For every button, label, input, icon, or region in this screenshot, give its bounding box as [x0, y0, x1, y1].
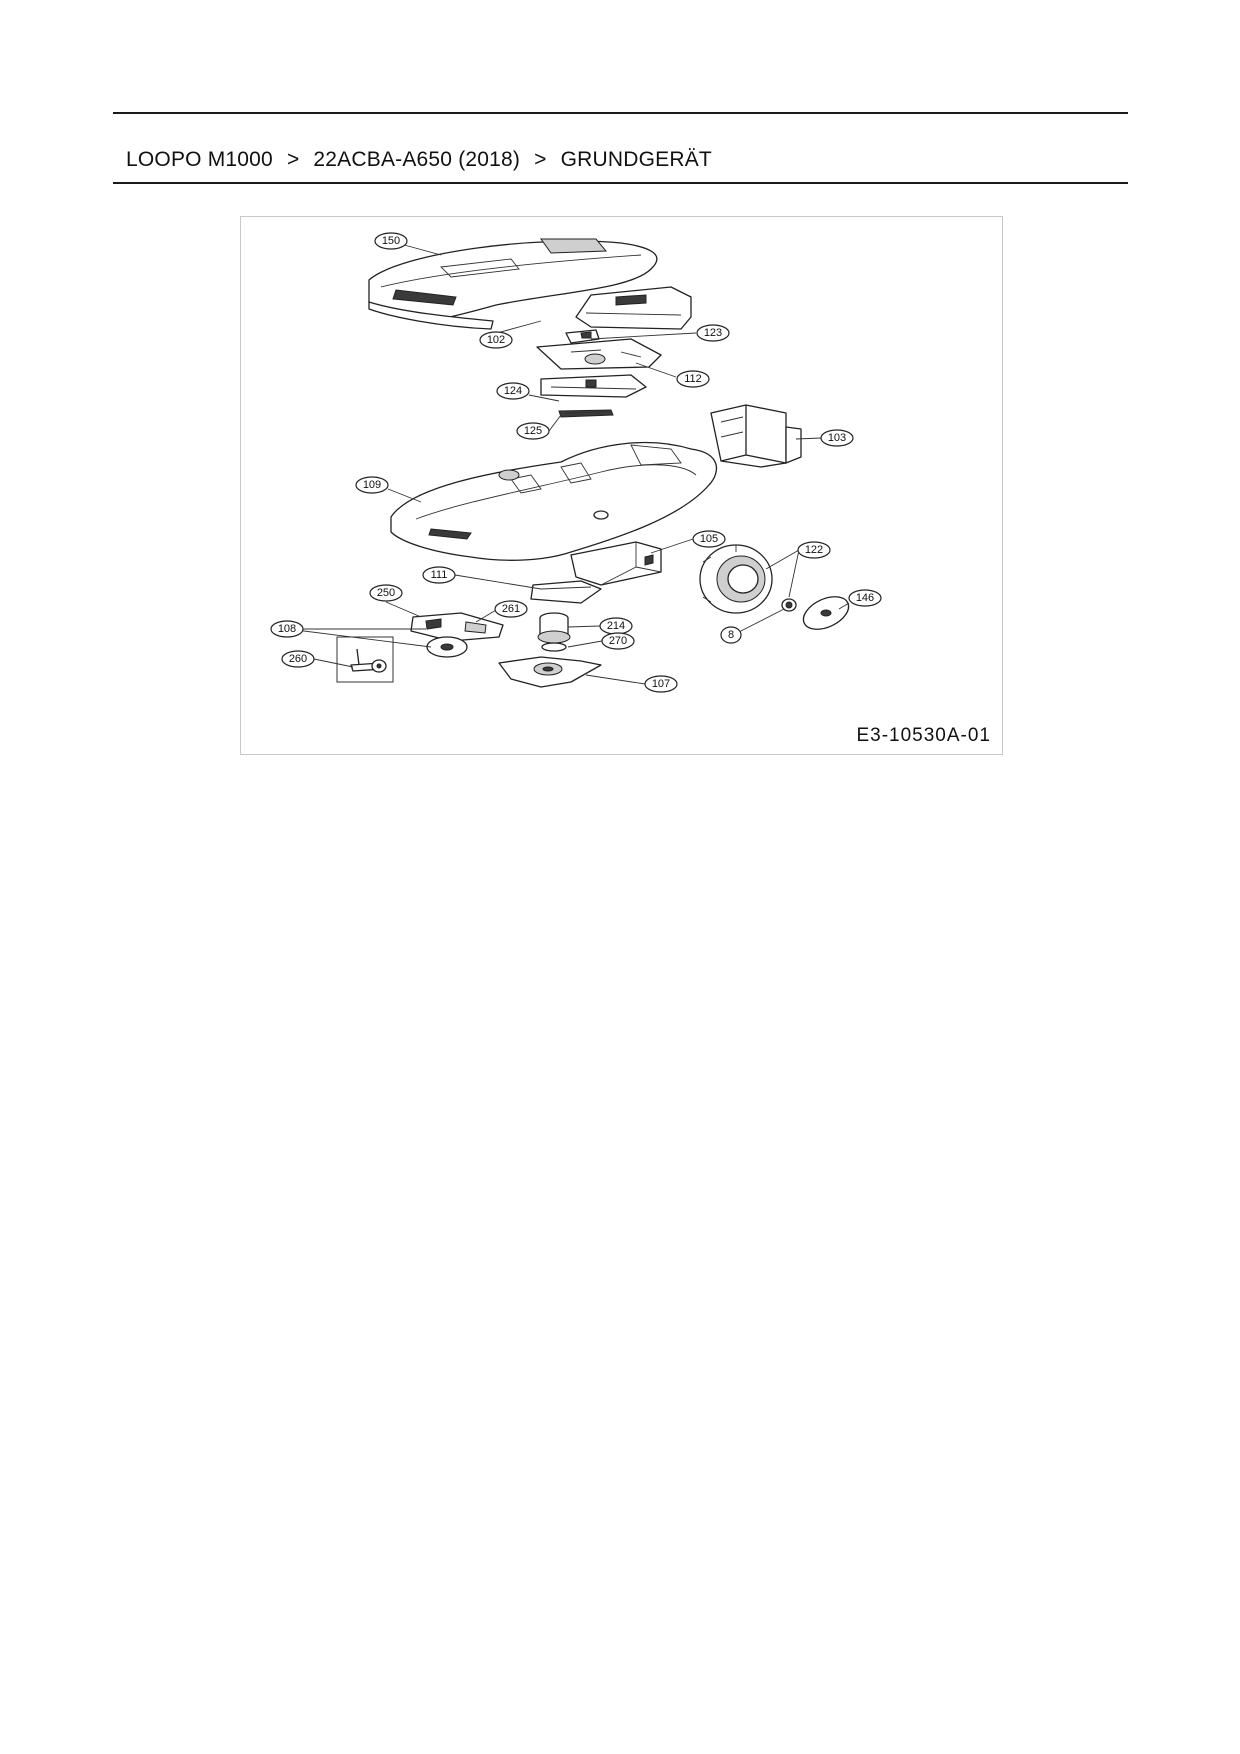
part-strip [559, 410, 613, 417]
part-cutting-disc [499, 657, 601, 687]
svg-text:111: 111 [430, 569, 448, 581]
callout-261 [495, 601, 527, 617]
part-front-wheel [427, 637, 467, 657]
svg-text:107: 107 [651, 678, 671, 690]
drawing-id: E3-10530A-01 [856, 725, 991, 746]
breadcrumb-item-variant[interactable]: 22ACBA-A650 (2018) [313, 148, 521, 171]
svg-text:124: 124 [503, 385, 523, 397]
callout-250 [370, 585, 402, 601]
part-circuit-board [537, 339, 661, 369]
callout-125 [517, 423, 549, 439]
svg-text:109: 109 [362, 479, 382, 491]
part-cutting-motor [538, 613, 570, 643]
callout-260 [282, 651, 314, 667]
part-wheel [700, 545, 772, 613]
svg-text:112: 112 [684, 373, 702, 385]
callout-214 [600, 618, 632, 634]
diagram-canvas [241, 217, 1002, 754]
svg-text:103: 103 [827, 432, 847, 444]
svg-text:270: 270 [608, 635, 628, 647]
svg-text:108: 108 [277, 623, 297, 635]
callout-102 [480, 332, 512, 348]
svg-text:122: 122 [804, 544, 824, 556]
svg-text:261: 261 [501, 603, 521, 615]
svg-text:214: 214 [606, 620, 626, 632]
svg-text:150: 150 [381, 235, 401, 247]
callout-122 [798, 542, 830, 558]
bottom-rule [113, 182, 1128, 184]
part-battery-box [711, 405, 801, 467]
callout-111 [423, 567, 455, 583]
svg-text:123: 123 [703, 327, 723, 339]
svg-text:102: 102 [486, 334, 506, 346]
callout-112 [677, 371, 709, 387]
breadcrumb-separator: > [534, 148, 547, 171]
svg-text:260: 260 [288, 653, 308, 665]
svg-text:125: 125 [523, 425, 543, 437]
top-rule [113, 112, 1128, 114]
part-board-holder [541, 375, 646, 397]
callout-123 [697, 325, 729, 341]
callout-105 [693, 531, 725, 547]
callout-124 [497, 383, 529, 399]
svg-text:8: 8 [727, 629, 735, 641]
breadcrumb-separator: > [286, 148, 300, 171]
callout-103 [821, 430, 853, 446]
part-display-frame [576, 287, 691, 329]
part-keypad [566, 330, 599, 343]
part-chassis [391, 443, 719, 561]
svg-text:105: 105 [699, 533, 719, 545]
callout-107 [645, 676, 677, 692]
breadcrumb-item-model[interactable]: LOOPO M1000 [126, 148, 273, 171]
part-shaft-ring [542, 643, 566, 651]
callout-146 [849, 590, 881, 606]
svg-text:146: 146 [855, 592, 875, 604]
part-front-wheel-carrier [411, 613, 503, 641]
breadcrumb-item-section: GRUNDGERÄT [560, 148, 712, 171]
svg-text:250: 250 [376, 587, 396, 599]
callout-8 [721, 627, 741, 643]
part-bracket [531, 581, 601, 603]
part-hub-cap [798, 590, 853, 636]
part-front-wheel-axle-inset [337, 637, 393, 682]
callout-109 [356, 477, 388, 493]
exploded-parts-diagram [240, 216, 1003, 755]
breadcrumb [126, 148, 712, 172]
callout-270 [602, 633, 634, 649]
callout-150 [375, 233, 407, 249]
callout-108 [271, 621, 303, 637]
